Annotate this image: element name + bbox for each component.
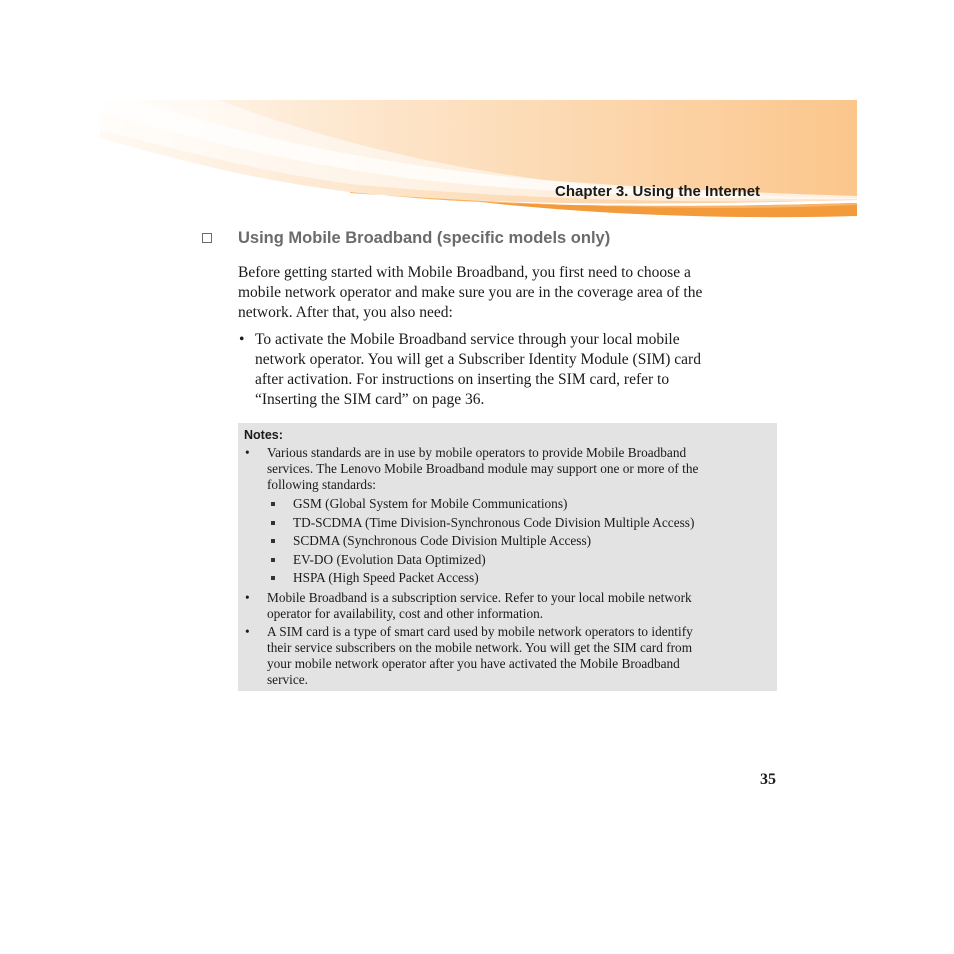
standards-list: [267, 495, 769, 588]
standard-item: [267, 569, 769, 588]
square-bullet-icon: [271, 558, 275, 562]
header-banner: [100, 100, 857, 218]
note-line: your mobile network operator after you have activated the Mobile Broadband: [267, 655, 680, 671]
standard-item-text: SCDMA (Synchronous Code Division Multiple Access): [293, 533, 592, 548]
notes-title: Notes:: [244, 428, 283, 442]
square-bullet-icon: [271, 539, 275, 543]
standard-item: [267, 551, 769, 570]
note-line: Mobile Broadband is a subscription service. Refer to your local mobile network: [267, 589, 692, 605]
bullet-icon: •: [239, 331, 245, 348]
note-line: A SIM card is a type of smart card used by mobile network operators to identify: [267, 623, 693, 639]
page-number: 35: [760, 771, 776, 788]
list-item-line: network operator. You will get a Subscriber Identity Module (SIM) card: [255, 351, 701, 368]
requirements-list: [238, 330, 783, 410]
standard-item: [267, 532, 769, 551]
standard-item-text: GSM (Global System for Mobile Communications): [293, 496, 568, 511]
note-line: operator for availability, cost and other information.: [267, 605, 544, 621]
bullet-icon: •: [245, 445, 250, 460]
square-bullet-icon: [271, 521, 275, 525]
standard-item: [267, 514, 769, 533]
list-item-line: after activation. For instructions on inserting the SIM card, refer to: [255, 371, 670, 388]
note-line: Various standards are in use by mobile operators to provide Mobile Broadband: [267, 445, 687, 460]
bullet-icon: •: [245, 623, 250, 639]
standard-item-text: HSPA (High Speed Packet Access): [293, 570, 479, 585]
chapter-title: Chapter 3. Using the Internet: [555, 183, 761, 200]
list-item-line: “Inserting the SIM card” on page 36.: [255, 391, 485, 408]
list-item-line: To activate the Mobile Broadband service through your local mobile: [255, 331, 680, 348]
standard-item-text: EV-DO (Evolution Data Optimized): [293, 551, 486, 567]
standard-item: [267, 495, 769, 514]
note-line: following standards:: [267, 477, 376, 492]
bullet-icon: •: [245, 589, 250, 605]
note-line: their service subscribers on the mobile network. You will get the SIM card from: [267, 639, 693, 655]
note-item: [244, 445, 769, 588]
square-bullet-icon: [271, 502, 275, 506]
square-bullet-icon: [271, 576, 275, 580]
note-item: [244, 624, 769, 688]
standard-item-text: TD-SCDMA (Time Division-Synchronous Code Division Multiple Access): [293, 514, 695, 530]
intro-line: network. After that, you also need:: [238, 304, 453, 321]
note-line: services. The Lenovo Mobile Broadband module may support one or more of the: [267, 461, 699, 476]
notes-list: [244, 445, 769, 688]
intro-line: mobile network operator and make sure you are in the coverage area of the: [238, 284, 703, 301]
square-bullet-icon: [202, 233, 212, 243]
note-item: [244, 590, 769, 622]
intro-paragraph: [238, 263, 783, 323]
notes-box: [238, 423, 777, 691]
list-item: [238, 330, 783, 410]
note-line: service.: [267, 671, 308, 687]
intro-line: Before getting started with Mobile Broadband, you first need to choose a: [238, 264, 691, 281]
section-heading-text: Using Mobile Broadband (specific models only): [238, 229, 611, 247]
